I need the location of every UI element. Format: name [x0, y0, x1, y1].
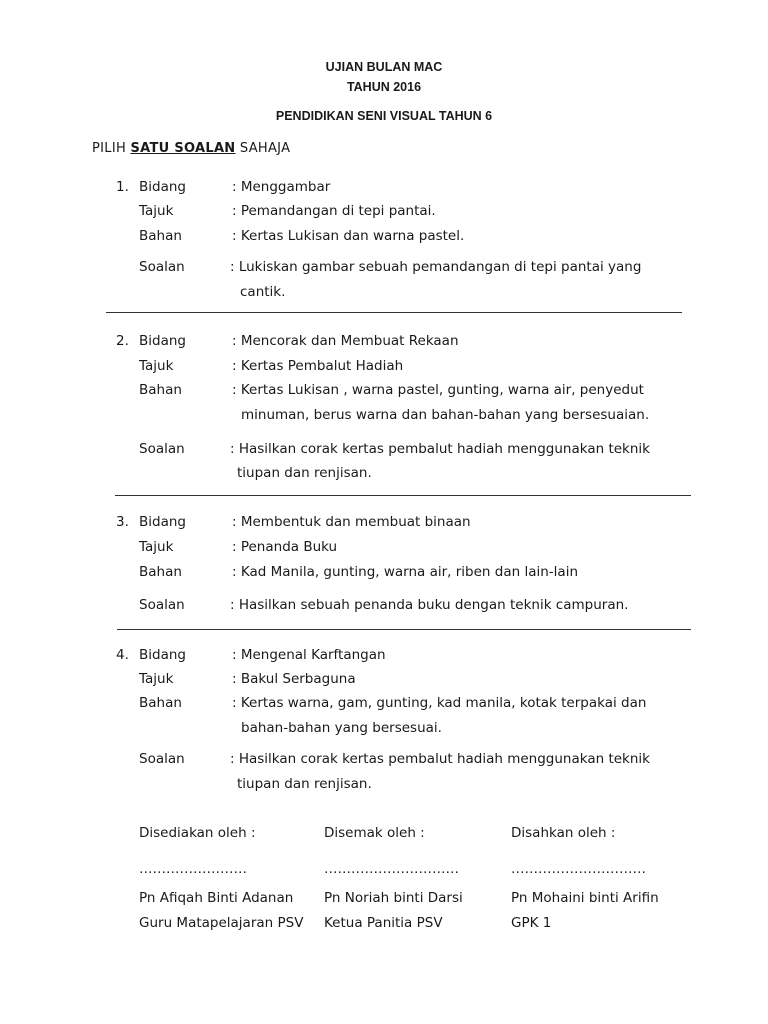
- question-number: 3.: [116, 514, 129, 530]
- bahan-label: Bahan: [139, 564, 182, 580]
- signature-role: Guru Matapelajaran PSV: [139, 915, 304, 931]
- tajuk-value: : Pemandangan di tepi pantai.: [232, 203, 436, 219]
- soalan-value: : Hasilkan sebuah penanda buku dengan teknik campuran.: [230, 597, 629, 613]
- divider: [117, 629, 691, 630]
- bahan-label: Bahan: [139, 695, 182, 711]
- tajuk-label: Tajuk: [139, 203, 174, 219]
- bidang-value: : Menggambar: [232, 179, 331, 195]
- bidang-value: : Mengenal Karftangan: [232, 647, 386, 663]
- question-number: 2.: [116, 333, 129, 349]
- signature-dots: …………………………: [511, 861, 646, 877]
- soalan-label: Soalan: [139, 751, 185, 767]
- tajuk-value: : Bakul Serbaguna: [232, 671, 356, 687]
- tajuk-value: : Kertas Pembalut Hadiah: [232, 358, 404, 374]
- bidang-label: Bidang: [139, 514, 186, 530]
- soalan-label: Soalan: [139, 441, 185, 457]
- bidang-value: : Membentuk dan membuat binaan: [232, 514, 471, 530]
- signature-name: Pn Afiqah Binti Adanan: [139, 890, 294, 906]
- bahan-value: : Kertas warna, gam, gunting, kad manila, kotak terpakai dan: [232, 695, 647, 711]
- soalan-value: : Hasilkan corak kertas pembalut hadiah menggunakan teknik: [230, 441, 651, 457]
- signature-label: Disahkan oleh :: [511, 825, 616, 841]
- signature-dots: ……………………: [139, 861, 247, 877]
- bahan-value: : Kad Manila, gunting, warna air, riben dan lain-lain: [232, 564, 579, 580]
- bidang-label: Bidang: [139, 647, 186, 663]
- instruction-suffix: SAHAJA: [239, 141, 291, 156]
- soalan-continuation: tiupan dan renjisan.: [237, 465, 372, 481]
- bahan-continuation: bahan-bahan yang bersesuai.: [241, 720, 442, 736]
- bidang-label: Bidang: [139, 179, 186, 195]
- tajuk-label: Tajuk: [139, 671, 174, 687]
- signature-label: Disediakan oleh :: [139, 825, 256, 841]
- soalan-value: : Lukiskan gambar sebuah pemandangan di tepi pantai yang: [230, 259, 642, 275]
- bidang-value: : Mencorak dan Membuat Rekaan: [232, 333, 459, 349]
- soalan-continuation: tiupan dan renjisan.: [237, 776, 372, 792]
- bidang-label: Bidang: [139, 333, 186, 349]
- tajuk-value: : Penanda Buku: [232, 539, 338, 555]
- bahan-value: : Kertas Lukisan dan warna pastel.: [232, 228, 465, 244]
- exam-title: UJIAN BULAN MAC: [325, 60, 443, 74]
- signature-role: GPK 1: [511, 915, 552, 931]
- soalan-value: : Hasilkan corak kertas pembalut hadiah menggunakan teknik: [230, 751, 651, 767]
- signature-label: Disemak oleh :: [324, 825, 425, 841]
- signature-role: Ketua Panitia PSV: [324, 915, 443, 931]
- question-number: 1.: [116, 179, 129, 195]
- bahan-label: Bahan: [139, 382, 182, 398]
- tajuk-label: Tajuk: [139, 358, 174, 374]
- soalan-continuation: cantik.: [240, 284, 286, 300]
- signature-dots: …………………………: [324, 861, 459, 877]
- tajuk-label: Tajuk: [139, 539, 174, 555]
- exam-year: TAHUN 2016: [346, 80, 422, 94]
- instruction-prefix: PILIH: [92, 141, 127, 156]
- soalan-label: Soalan: [139, 597, 185, 613]
- bahan-continuation: minuman, berus warna dan bahan-bahan yang bersesuaian.: [241, 407, 650, 423]
- soalan-label: Soalan: [139, 259, 185, 275]
- instruction-emphasis: SATU SOALAN: [130, 141, 236, 156]
- signature-name: Pn Noriah binti Darsi: [324, 890, 463, 906]
- divider: [106, 312, 682, 313]
- instruction: [92, 141, 290, 156]
- divider: [115, 495, 691, 496]
- signature-name: Pn Mohaini binti Arifin: [511, 890, 659, 906]
- subject-title: PENDIDIKAN SENI VISUAL TAHUN 6: [275, 109, 493, 123]
- question-number: 4.: [116, 647, 129, 663]
- bahan-label: Bahan: [139, 228, 182, 244]
- bahan-value: : Kertas Lukisan , warna pastel, gunting, warna air, penyedut: [232, 382, 644, 398]
